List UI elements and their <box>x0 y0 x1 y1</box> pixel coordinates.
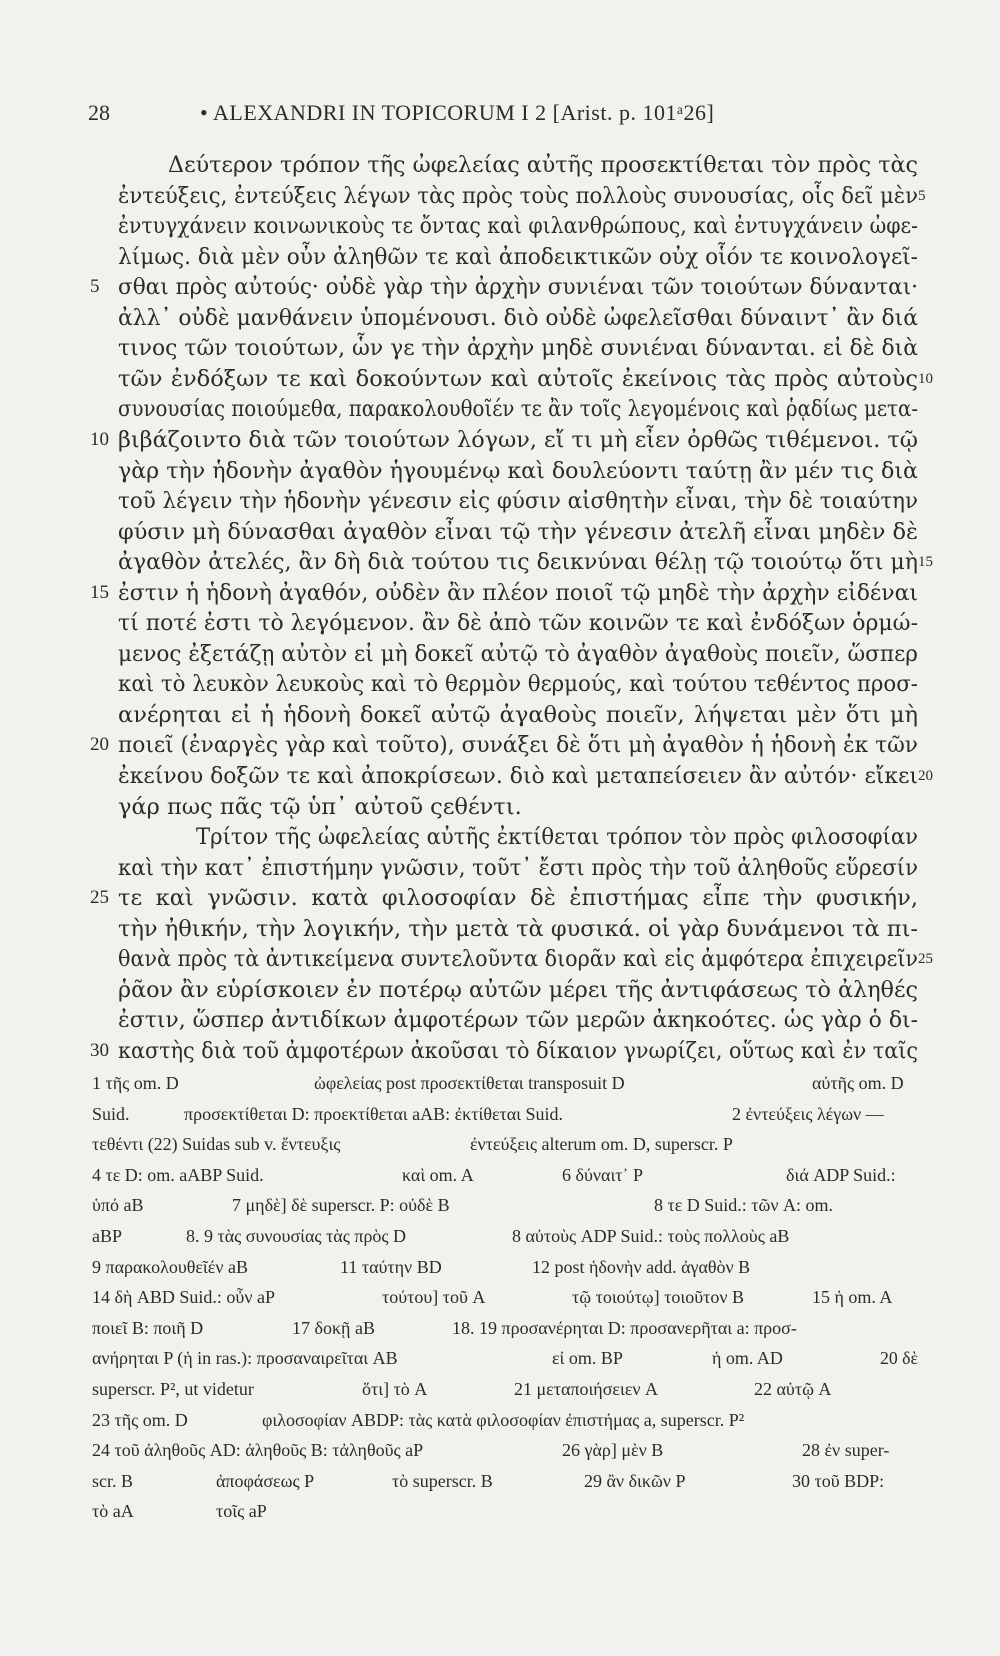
apparatus-entry: 4 τε D: om. aABP Suid. <box>92 1164 264 1185</box>
text-line <box>118 425 918 455</box>
text-line <box>118 486 918 516</box>
apparatus-line <box>92 1190 922 1220</box>
text-line <box>118 242 918 272</box>
apparatus-entry: aBP <box>92 1226 123 1246</box>
text-line <box>118 792 918 822</box>
apparatus-entry: 11 ταύτην BD <box>340 1256 442 1277</box>
apparatus-line <box>92 1435 922 1465</box>
apparatus-line <box>92 1496 922 1526</box>
text-line <box>118 944 918 974</box>
apparatus-line <box>92 1374 922 1404</box>
line-number-right: 15 <box>918 554 933 571</box>
line-number-left: 25 <box>90 887 109 909</box>
line-number-left: 10 <box>90 428 109 450</box>
apparatus-entry: ανήρηται P (ἡ in ras.): προσαναιρεῖται AB <box>92 1348 398 1369</box>
text-line <box>118 1036 918 1066</box>
text-line-content: τί ποτέ ἐστι τὸ λεγόμενον. ἂν δὲ ἀπὸ τῶν κοινῶν τε καὶ ἐνδόξων ὁρμώ- <box>118 610 918 637</box>
apparatus-entry: 20 δὲ <box>880 1348 918 1369</box>
apparatus-entry: 12 post ἡδονὴν add. ἀγαθὸν B <box>532 1256 751 1277</box>
text-line <box>118 456 918 486</box>
apparatus-entry: 1 τῆς om. D <box>92 1073 179 1093</box>
text-line <box>118 1005 918 1035</box>
text-line <box>118 883 918 913</box>
apparatus-entry: τούτου] τοῦ A <box>382 1287 486 1308</box>
apparatus-entry: τοῖς aP <box>216 1501 267 1522</box>
text-line <box>118 333 918 363</box>
text-line-content: φύσιν μὴ δύνασθαι ἀγαθὸν εἶναι τῷ τὴν γένεσιν ἀτελῆ εἶναι μηδὲν δὲ <box>118 518 918 545</box>
apparatus-entry: 8. 9 τὰς συνουσίας τὰς πρὸς D <box>186 1226 407 1246</box>
line-number-left: 15 <box>90 581 109 603</box>
apparatus-entry: 18. 19 προσανέρηται D: προσανερῆται a: προσ- <box>452 1317 797 1338</box>
text-line-content: ἐστιν, ὥσπερ ἀντιδίκων ἀμφοτέρων τῶν μερῶν ἀκηκοότες. ὡς γὰρ ὁ δι- <box>118 1007 918 1034</box>
apparatus-entry: ὠφελείας post προσεκτίθεται transposuit D <box>314 1073 625 1093</box>
text-line-content: τινος τῶν τοιούτων, ὧν γε τὴν ἀρχὴν μηδὲ συνιέναι δύνανται. εἰ δὲ διὰ <box>118 335 918 362</box>
apparatus-entry: 9 παρακολουθεῖέν aB <box>92 1256 248 1277</box>
text-line <box>118 700 918 730</box>
text-line <box>118 730 918 760</box>
text-line-content: τοῦ λέγειν τὴν ἡδονὴν γένεσιν εἰς φύσιν αἰσθητὴν εἶναι, τὴν δὲ τοιαύτην <box>118 488 918 515</box>
text-line <box>118 914 918 944</box>
text-line-content: σθαι πρὸς αὐτούς· οὐδὲ γὰρ τὴν ἀρχὴν συνιέναι τῶν τοιούτων δύνανται· <box>118 274 918 301</box>
text-line-content: γὰρ τὴν ἡδονὴν ἀγαθὸν ἡγουμένῳ καὶ δουλεύοντι ταύτῃ ἂν μέν τις διὰ <box>118 457 918 484</box>
text-line <box>118 853 918 883</box>
text-line <box>118 669 918 699</box>
apparatus-line <box>92 1252 922 1282</box>
apparatus-entry: 30 τοῦ BDP: <box>792 1470 885 1491</box>
running-title: • ALEXANDRI IN TOPICORUM I 2 [Arist. p. 101ᵃ26] <box>200 100 715 125</box>
apparatus-entry: 6 δύναιτ᾽ P <box>562 1164 644 1185</box>
text-line-content: Τρίτον τῆς ὠφελείας αὐτῆς ἐκτίθεται τρόπον τὸν πρὸς φιλοσοφίαν <box>196 824 918 851</box>
text-line-content: καὶ τὸ λευκὸν λευκοὺς καὶ τὸ θερμὸν θερμούς, καὶ τούτου τεθέντος προσ- <box>118 671 918 698</box>
text-line-content: τῶν ἐνδόξων τε καὶ δοκούντων καὶ αὐτοῖς ἐκείνοις τὰς πρὸς αὐτοὺς <box>118 365 918 392</box>
text-line-content: Δεύτερον τρόπον τῆς ὠφελείας αὐτῆς προσεκτίθεται τὸν πρὸς τὰς <box>168 152 918 178</box>
apparatus-line <box>92 1282 922 1312</box>
text-line-content: τε καὶ γνῶσιν. κατὰ φιλοσοφίαν δὲ ἐπιστήμας εἶπε τὴν φυσικήν, <box>118 885 918 912</box>
apparatus-line <box>92 1129 922 1159</box>
apparatus-entry: διά ADP Suid.: <box>786 1164 896 1185</box>
apparatus-entry: εἰ om. BP <box>552 1348 623 1369</box>
text-line-content: ανέρηται εἰ ἡ ἡδονὴ δοκεῖ αὐτῷ ἀγαθοὺς ποιεῖν, λήψεται μὲν ὅτι μὴ <box>118 701 918 728</box>
text-line-content: γάρ πως πᾶς τῷ ὑπ᾽ αὐτοῦ ςεθέντι. <box>118 793 522 820</box>
apparatus-entry: 28 ἐν super- <box>802 1440 890 1461</box>
text-line-content: ἐκείνου δοξῶν τε καὶ ἀποκρίσεων. διὸ καὶ μεταπείσειεν ἂν αὐτόν· εἴκει <box>118 763 918 789</box>
text-line <box>118 578 918 608</box>
apparatus-entry: τὸ aA <box>92 1501 134 1522</box>
line-number-right: 20 <box>918 768 933 784</box>
text-line <box>118 150 918 180</box>
text-line <box>118 761 918 791</box>
apparatus-entry: 14 δὴ ABD Suid.: οὖν aP <box>92 1287 275 1308</box>
apparatus-entry: ὅτι] τὸ A <box>362 1379 428 1399</box>
apparatus-line <box>92 1068 922 1098</box>
apparatus-line <box>92 1466 922 1496</box>
text-line-content: συνουσίας ποιούμεθα, παρακολουθοῖέν τε ἂν τοῖς λεγομένοις καὶ ῥᾳδίως μετα- <box>118 396 918 423</box>
text-line <box>118 272 918 302</box>
line-number-right: 10 <box>918 370 933 387</box>
text-line-content: λίμως. διὰ μὲν οὖν ἀληθῶν τε καὶ ἀποδεικτικῶν οὐχ οἷόν τε κοινολογεῖ- <box>118 243 918 270</box>
line-number-left: 30 <box>90 1039 109 1061</box>
apparatus-entry: φιλοσοφίαν ABDP: τὰς κατὰ φιλοσοφίαν ἐπιστήμας a, superscr. P² <box>262 1409 745 1430</box>
apparatus-line <box>92 1160 922 1190</box>
text-line <box>118 975 918 1005</box>
apparatus-entry: ἐντεύξεις alterum om. D, superscr. P <box>470 1134 733 1155</box>
apparatus-entry: αὐτῆς om. D <box>812 1073 904 1093</box>
line-number-right: 5 <box>918 187 926 204</box>
apparatus-entry: 7 μηδὲ] δὲ superscr. P: οὐδὲ B <box>232 1195 450 1216</box>
text-line-content: βιβάζοιντο διὰ τῶν τοιούτων λόγων, εἴ τι μὴ εἶεν ὀρθῶς τιθέμενοι. τῷ <box>118 426 918 453</box>
apparatus-line <box>92 1221 922 1251</box>
apparatus-line <box>92 1405 922 1435</box>
apparatus-entry: ἡ om. AD <box>712 1348 783 1369</box>
apparatus-entry: Suid. <box>92 1103 130 1124</box>
apparatus-entry: τὸ superscr. B <box>392 1470 493 1491</box>
text-line <box>118 364 918 394</box>
apparatus-entry: 21 μεταποιήσειεν A <box>514 1379 659 1399</box>
apparatus-line <box>92 1099 922 1129</box>
text-line-content: καστὴς διὰ τοῦ ἀμφοτέρων ἀκοῦσαι τὸ δίκαιον γνωρίζει, οὕτως καὶ ἐν ταῖς <box>118 1037 918 1064</box>
apparatus-entry: superscr. P², ut videtur <box>92 1379 254 1399</box>
text-line-content: ἐστιν ἡ ἡδονὴ ἀγαθόν, οὐδὲν ἂν πλέον ποιοῖ τῷ μηδὲ τὴν ἀρχὴν εἰδέναι <box>118 579 918 606</box>
text-line-content: ῥᾶον ἂν εὑρίσκοιεν ἐν ποτέρῳ αὐτῶν μέρει τῆς ἀντιφάσεως τὸ ἀληθές <box>118 976 918 1003</box>
line-number-left: 5 <box>90 276 100 298</box>
apparatus-line <box>92 1313 922 1343</box>
text-line <box>118 608 918 638</box>
apparatus-entry: 8 αὐτοὺς ADP Suid.: τοὺς πολλοὺς aB <box>512 1226 790 1246</box>
text-line-content: ἀγαθὸν ἀτελές, ἂν δὴ διὰ τούτου τις δεικνύναι θέλῃ τῷ τοιούτῳ ὅτι μὴ <box>118 549 918 576</box>
apparatus-entry: 24 τοῦ ἀληθοῦς AD: ἀληθοῦς B: τἀληθοῦς aP <box>92 1440 424 1461</box>
text-line-content: ἐντυγχάνειν κοινωνικοὺς τε ὄντας καὶ φιλανθρώπους, καὶ ἐντυγχάνειν ὠφε- <box>118 213 918 240</box>
text-line <box>118 181 918 211</box>
apparatus-entry: τῷ τοιούτῳ] τοιοῦτον B <box>572 1287 745 1308</box>
text-line <box>118 211 918 241</box>
apparatus-entry: ὑπό aB <box>92 1195 144 1216</box>
text-line-content: τὴν ἠθικήν, τὴν λογικήν, τὴν μετὰ τὰ φυσικά. οἱ γὰρ δυνάμενοι τὰ πι- <box>118 915 918 942</box>
text-line-content: θανὰ πρὸς τὰ ἀντικείμενα συντελοῦντα διορᾶν καὶ εἰς ἀμφότερα ἐπιχειρεῖν <box>118 946 918 973</box>
line-number-right: 25 <box>918 951 933 968</box>
apparatus-entry: 15 ἡ om. A <box>812 1287 893 1308</box>
text-line-content: ἐντεύξεις, ἐντεύξεις λέγων τὰς πρὸς τοὺς πολλοὺς συνουσίας, οἷς δεῖ μὲν <box>118 182 918 209</box>
text-line <box>118 394 918 424</box>
line-number-left: 20 <box>90 734 109 756</box>
apparatus-entry: 8 τε D Suid.: τῶν A: om. <box>654 1195 834 1216</box>
apparatus-entry: 17 δοκῇ aB <box>292 1317 375 1338</box>
apparatus-entry: 29 ἂν δικῶν P <box>584 1470 686 1491</box>
text-line <box>118 547 918 577</box>
apparatus-entry: 23 τῆς om. D <box>92 1409 188 1430</box>
apparatus-entry: καὶ om. A <box>402 1164 474 1185</box>
apparatus-entry: 22 αὐτῷ A <box>754 1379 832 1399</box>
apparatus-entry: τεθέντι (22) Suidas sub v. ἔντευξις <box>92 1134 341 1155</box>
text-line <box>118 517 918 547</box>
apparatus-entry: προσεκτίθεται D: προεκτίθεται aAB: ἐκτίθεται Suid. <box>184 1103 564 1124</box>
apparatus-entry: ἀποφάσεως P <box>216 1470 315 1491</box>
apparatus-entry: scr. B <box>92 1470 134 1491</box>
apparatus-entry: 2 ἐντεύξεις λέγων — <box>732 1103 884 1124</box>
text-line-content: ποιεῖ (ἐναργὲς γὰρ καὶ τοῦτο), συνάξει δὲ ὅτι μὴ ἀγαθὸν ἡ ἡδονὴ ἐκ τῶν <box>118 732 918 759</box>
running-header <box>88 100 918 134</box>
apparatus-line <box>92 1343 922 1373</box>
apparatus-entry: 26 γὰρ] μὲν B <box>562 1440 664 1461</box>
text-line <box>118 303 918 333</box>
apparatus-entry: ποιεῖ B: ποιῆ D <box>92 1317 204 1338</box>
text-line-content: ἀλλ᾽ οὐδὲ μανθάνειν ὑπομένουσι. διὸ οὐδὲ ὠφελεῖσθαι δύναιντ᾽ ἂν διά <box>118 304 918 331</box>
text-line <box>118 639 918 669</box>
text-line-content: καὶ τὴν κατ᾽ ἐπιστήμην γνῶσιν, τοῦτ᾽ ἔστι πρὸς τὴν τοῦ ἀληθοῦς εὕρεσίν <box>118 854 918 881</box>
text-line-content: μενος ἐξετάζῃ αὐτὸν εἰ μὴ δοκεῖ αὐτῷ τὸ ἀγαθὸν ἀγαθοὺς ποιεῖν, ὥσπερ <box>118 640 918 667</box>
text-line <box>118 822 918 852</box>
page-number: 28 <box>88 100 110 125</box>
